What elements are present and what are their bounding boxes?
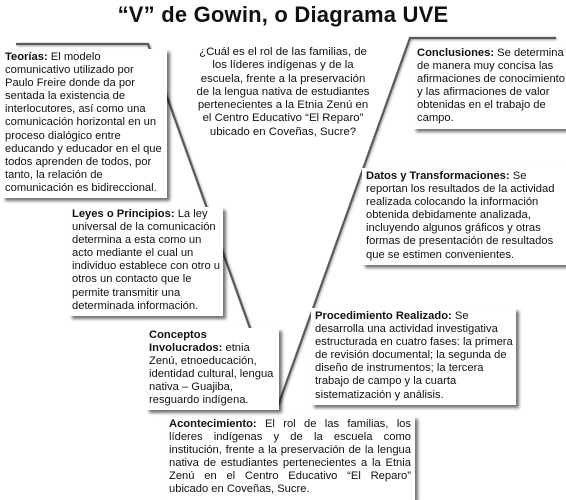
datos-label: Datos y Transformaciones:	[366, 170, 510, 182]
procedimiento-label: Procedimiento Realizado:	[315, 310, 452, 322]
conclusiones-text: Se determina de manera muy concisa las afirmaciones de conocimiento y las afirmaciones de valor obtenidas en el trabajo de campo.	[417, 47, 565, 125]
teorias-box	[2, 49, 167, 198]
conclusiones-label: Conclusiones:	[417, 47, 495, 59]
teorias-label: Teorías:	[5, 51, 48, 63]
datos-text: Se reportan los resultados de la actividad realizada colocando la información obtenida debidamente analizada, incluyendo algunos gráficos y otras formas de presentación de resultados que se estimen convenientes.	[366, 170, 555, 261]
diagram-title: “V” de Gowin, o Diagrama UVE	[117, 2, 449, 27]
conceptos-box	[146, 328, 279, 410]
leyes-text: La ley universal de la comunicación determina a esta como un acto mediante el cual un individuo establece con otro u otros un contacto que le permite transmitir una determinada información.	[72, 208, 221, 312]
conclusiones-box	[413, 45, 566, 129]
datos-box	[362, 168, 566, 265]
acontecimiento-label: Acontecimiento:	[169, 418, 257, 430]
procedimiento-text: Se desarrolla una actividad investigativa estructurada en cuatro fases: la primera de revisión documental; la segunda de diseño de instrumentos; la tercera trabajo de campo y la cuarta sistematización y análisis.	[315, 310, 513, 401]
conceptos-text: etnia Zenú, etnoeducación, identidad cultural, lengua nativa – Guajiba, resguardo indígena.	[149, 342, 274, 407]
acontecimiento-text: El rol de las familias, los líderes indígenas y de la escuela como institución, frente a la preservación de la lengua nativa de estudiantes pertenecientes a la Etnia Zenú en el Centro Educativo “El Reparo” ubicado en Coveñas, Sucre.	[169, 418, 411, 496]
teorias-text: El modelo comunicativo utilizado por Paulo Freire donde da por sentada la existencia de interlocutores, así como una comunicación horizontal en un proceso dialógico entre educando y educador en el que todos aprenden de todos, por tanto, la relación de comunicación es bidireccional.	[5, 51, 162, 194]
leyes-box	[69, 207, 223, 316]
focus-question: ¿Cuál es el rol de las familias, de los líderes indígenas y de la escuela, frente a la preservación de la lengua nativa de estudiantes pertenecientes a la Etnia Zenú en el Centro Educativo “El Reparo” ubicado en Coveñas, Sucre?	[193, 46, 373, 139]
leyes-label: Leyes o Principios:	[72, 208, 175, 220]
acontecimiento-box	[165, 416, 415, 500]
procedimiento-box	[311, 308, 516, 405]
conceptos-label: Conceptos Involucrados:	[149, 329, 223, 355]
